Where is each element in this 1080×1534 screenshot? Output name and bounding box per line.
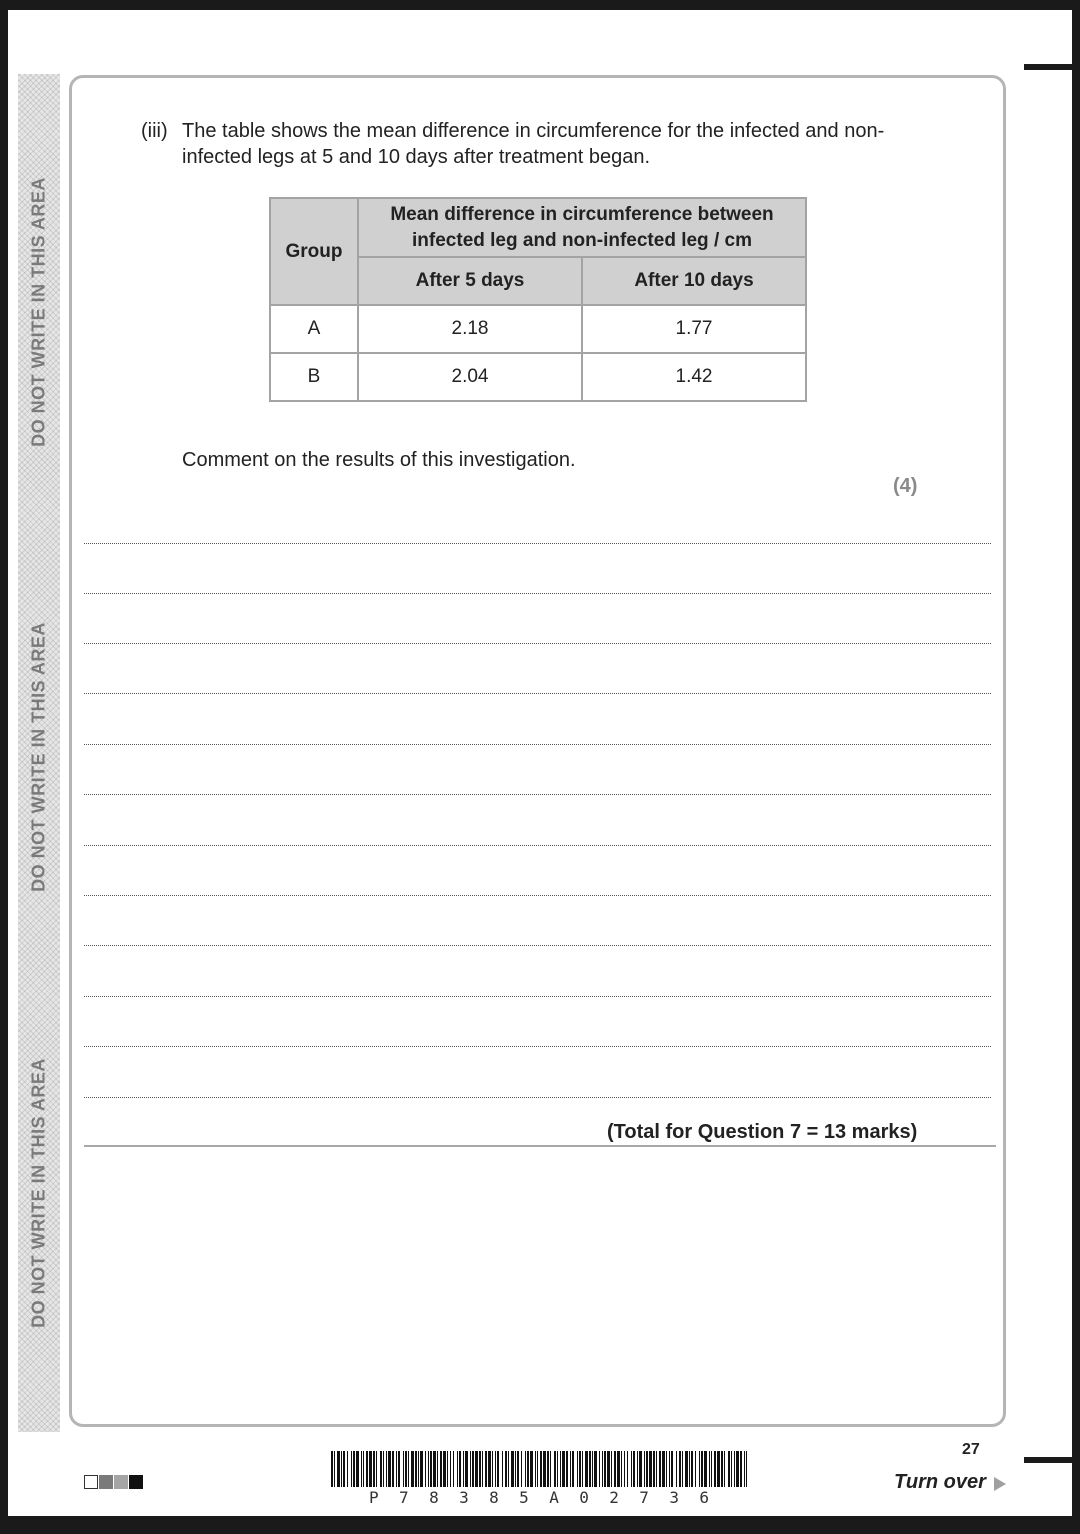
after-5-days-cell: 2.18 — [358, 305, 582, 353]
barcode-bar — [482, 1451, 483, 1487]
barcode-bar — [627, 1451, 628, 1487]
barcode-bar — [682, 1451, 683, 1487]
barcode-bar — [547, 1451, 549, 1487]
barcode-text — [331, 1488, 747, 1507]
barcode-bar — [366, 1451, 368, 1487]
barcode-bar — [511, 1451, 514, 1487]
barcode-bar — [614, 1451, 616, 1487]
barcode-bar — [530, 1451, 533, 1487]
barcode-bar — [666, 1451, 667, 1487]
after-10-days-cell: 1.42 — [582, 353, 806, 401]
barcode-bar — [607, 1451, 610, 1487]
barcode-bar — [495, 1451, 496, 1487]
answer-prompt: Comment on the results of this investigation. — [182, 449, 576, 471]
barcode-bar — [695, 1451, 696, 1487]
barcode-bar — [430, 1451, 432, 1487]
main-header: Mean difference in circumference between infected leg and non-infected leg / cm — [358, 198, 806, 257]
barcode-bar — [572, 1451, 574, 1487]
barcode-bar — [497, 1451, 499, 1487]
after-5-days-cell: 2.04 — [358, 353, 582, 401]
barcode-bar — [396, 1451, 397, 1487]
barcode-bar — [669, 1451, 670, 1487]
barcode-bar — [425, 1451, 426, 1487]
barcode-bar — [676, 1451, 677, 1487]
barcode-bar — [604, 1451, 606, 1487]
barcode-bar — [334, 1451, 335, 1487]
barcode-bar — [361, 1451, 362, 1487]
barcode-bar — [457, 1451, 458, 1487]
barcode-bar — [380, 1451, 382, 1487]
barcode-bar — [517, 1451, 519, 1487]
answer-line[interactable] — [84, 945, 991, 946]
barcode-bar — [415, 1451, 417, 1487]
barcode-bar — [405, 1451, 407, 1487]
barcode-bar — [709, 1451, 710, 1487]
total-divider — [84, 1145, 996, 1147]
page-frame-top — [0, 0, 1080, 10]
answer-line[interactable] — [84, 543, 991, 544]
barcode-bar — [369, 1451, 372, 1487]
barcode-bar — [579, 1451, 581, 1487]
barcode-bar — [376, 1451, 377, 1487]
barcode-bar — [521, 1451, 522, 1487]
barcode-bar — [363, 1451, 364, 1487]
barcode-bar — [633, 1451, 635, 1487]
barcode-bar — [656, 1451, 657, 1487]
barcode-bar — [341, 1451, 342, 1487]
barcode-bar — [582, 1451, 583, 1487]
table-row — [270, 305, 806, 353]
barcode-bar — [459, 1451, 461, 1487]
barcode-bar — [472, 1451, 474, 1487]
barcode-bar — [717, 1451, 720, 1487]
turn-over-label: Turn over — [894, 1471, 986, 1493]
barcode-bar — [373, 1451, 375, 1487]
barcode-bar — [505, 1451, 507, 1487]
barcode-bar — [577, 1451, 578, 1487]
barcode-bar — [589, 1451, 591, 1487]
barcode-char: 6 — [699, 1488, 709, 1507]
barcode-bar — [728, 1451, 730, 1487]
barcode-bar — [662, 1451, 665, 1487]
barcode-bar — [428, 1451, 429, 1487]
barcode-bar — [515, 1451, 516, 1487]
barcode-bar — [594, 1451, 597, 1487]
barcode-char: P — [369, 1488, 379, 1507]
barcode-bar — [724, 1451, 725, 1487]
group-header: Group — [270, 198, 358, 305]
barcode-bar — [671, 1451, 673, 1487]
barcode-bar — [731, 1451, 732, 1487]
barcode-bar — [408, 1451, 409, 1487]
barcode-bar — [403, 1451, 404, 1487]
barcode-bar — [701, 1451, 703, 1487]
barcode-bar — [485, 1451, 487, 1487]
barcode-bar — [465, 1451, 468, 1487]
sub-header-after-5-days: After 5 days — [358, 257, 582, 305]
barcode-bar — [331, 1451, 333, 1487]
answer-line[interactable] — [84, 693, 991, 694]
barcode-bar — [550, 1451, 551, 1487]
barcode-bar — [689, 1451, 690, 1487]
barcode-bar — [554, 1451, 556, 1487]
barcode-bar — [527, 1451, 529, 1487]
barcode-bar — [602, 1451, 603, 1487]
barcode-char: 8 — [429, 1488, 439, 1507]
barcode-bar — [599, 1451, 600, 1487]
answer-line[interactable] — [84, 1046, 991, 1047]
barcode-bar — [736, 1451, 739, 1487]
barcode-bar — [746, 1451, 747, 1487]
barcode-bar — [644, 1451, 645, 1487]
barcode-bar — [398, 1451, 400, 1487]
table-row — [270, 353, 806, 401]
barcode-bar — [450, 1451, 451, 1487]
answer-line[interactable] — [84, 744, 991, 745]
barcode-bar — [347, 1451, 348, 1487]
barcode-char: 2 — [609, 1488, 619, 1507]
answer-line[interactable] — [84, 1097, 991, 1098]
barcode-bar — [383, 1451, 384, 1487]
square-grey — [99, 1475, 113, 1489]
barcode-bar — [502, 1451, 503, 1487]
barcode-char: 7 — [639, 1488, 649, 1507]
registration-mark-top — [1024, 64, 1072, 70]
answer-line[interactable] — [84, 895, 991, 896]
barcode-bar — [440, 1451, 442, 1487]
barcode-bar — [557, 1451, 558, 1487]
barcode-bar — [540, 1451, 542, 1487]
group-cell: A — [270, 305, 358, 353]
barcode-bar — [740, 1451, 742, 1487]
barcode-bar — [570, 1451, 571, 1487]
barcode-bar — [543, 1451, 546, 1487]
barcode-bar — [679, 1451, 681, 1487]
barcode-bar — [470, 1451, 471, 1487]
barcode-bar — [392, 1451, 394, 1487]
sub-header-after-10-days: After 10 days — [582, 257, 806, 305]
barcode-bar — [711, 1451, 712, 1487]
results-table — [269, 197, 807, 402]
page-frame-left — [0, 0, 8, 1534]
barcode-bar — [714, 1451, 716, 1487]
barcode-bar — [585, 1451, 588, 1487]
page-frame-bottom — [0, 1516, 1080, 1534]
barcode-bar — [353, 1451, 355, 1487]
barcode-bar — [356, 1451, 359, 1487]
print-squares — [84, 1475, 144, 1493]
barcode-char: 7 — [399, 1488, 409, 1507]
barcode-bar — [646, 1451, 648, 1487]
barcode-bar — [734, 1451, 735, 1487]
page-frame-right — [1072, 0, 1080, 1534]
barcode-bar — [592, 1451, 593, 1487]
barcode-bar — [560, 1451, 561, 1487]
barcode-bar — [691, 1451, 693, 1487]
barcode-bar — [659, 1451, 661, 1487]
barcode-bar — [488, 1451, 491, 1487]
barcode-bar — [479, 1451, 481, 1487]
question-part-label: (iii) — [141, 120, 168, 142]
barcode-bar — [453, 1451, 454, 1487]
barcode-bar — [704, 1451, 707, 1487]
barcode-bar — [649, 1451, 652, 1487]
page-number: 27 — [962, 1441, 980, 1458]
barcode-bar — [621, 1451, 622, 1487]
barcode-bar — [653, 1451, 655, 1487]
square-white — [84, 1475, 98, 1489]
barcode-bar — [447, 1451, 448, 1487]
barcode-bar — [744, 1451, 745, 1487]
square-black — [129, 1475, 143, 1489]
barcode — [331, 1451, 747, 1487]
group-cell: B — [270, 353, 358, 401]
barcode-char: 3 — [459, 1488, 469, 1507]
barcode-char: 0 — [579, 1488, 589, 1507]
answer-line[interactable] — [84, 794, 991, 795]
barcode-char: 5 — [519, 1488, 529, 1507]
barcode-bar — [624, 1451, 625, 1487]
barcode-bar — [475, 1451, 478, 1487]
turn-over-arrow-icon — [994, 1477, 1006, 1491]
barcode-bar — [388, 1451, 391, 1487]
barcode-char: A — [549, 1488, 559, 1507]
barcode-bar — [418, 1451, 419, 1487]
square-light-grey — [114, 1475, 128, 1489]
barcode-bar — [566, 1451, 568, 1487]
barcode-bar — [433, 1451, 436, 1487]
answer-line[interactable] — [84, 845, 991, 846]
answer-line[interactable] — [84, 593, 991, 594]
barcode-bar — [525, 1451, 526, 1487]
barcode-bar — [508, 1451, 509, 1487]
barcode-char: 3 — [669, 1488, 679, 1507]
question-total: (Total for Question 7 = 13 marks) — [607, 1121, 918, 1143]
answer-line[interactable] — [84, 996, 991, 997]
barcode-bar — [386, 1451, 387, 1487]
barcode-bar — [343, 1451, 345, 1487]
barcode-bar — [685, 1451, 688, 1487]
barcode-bar — [443, 1451, 446, 1487]
registration-mark-bottom — [1024, 1457, 1072, 1463]
barcode-bar — [437, 1451, 438, 1487]
barcode-bar — [537, 1451, 538, 1487]
marks-available: (4) — [893, 475, 918, 497]
answer-line[interactable] — [84, 643, 991, 644]
barcode-bar — [463, 1451, 464, 1487]
barcode-bar — [699, 1451, 700, 1487]
barcode-bar — [637, 1451, 638, 1487]
barcode-bar — [631, 1451, 632, 1487]
barcode-bar — [639, 1451, 642, 1487]
barcode-bar — [617, 1451, 620, 1487]
barcode-bar — [351, 1451, 352, 1487]
barcode-bar — [562, 1451, 565, 1487]
barcode-bar — [420, 1451, 423, 1487]
barcode-bar — [535, 1451, 536, 1487]
barcode-bar — [611, 1451, 612, 1487]
question-text: The table shows the mean difference in circumference for the infected and non-infected legs at 5 and 10 days after treatment began. — [182, 120, 885, 168]
barcode-bar — [721, 1451, 723, 1487]
barcode-bar — [492, 1451, 493, 1487]
barcode-char: 8 — [489, 1488, 499, 1507]
barcode-bar — [411, 1451, 414, 1487]
after-10-days-cell: 1.77 — [582, 305, 806, 353]
barcode-bar — [337, 1451, 340, 1487]
